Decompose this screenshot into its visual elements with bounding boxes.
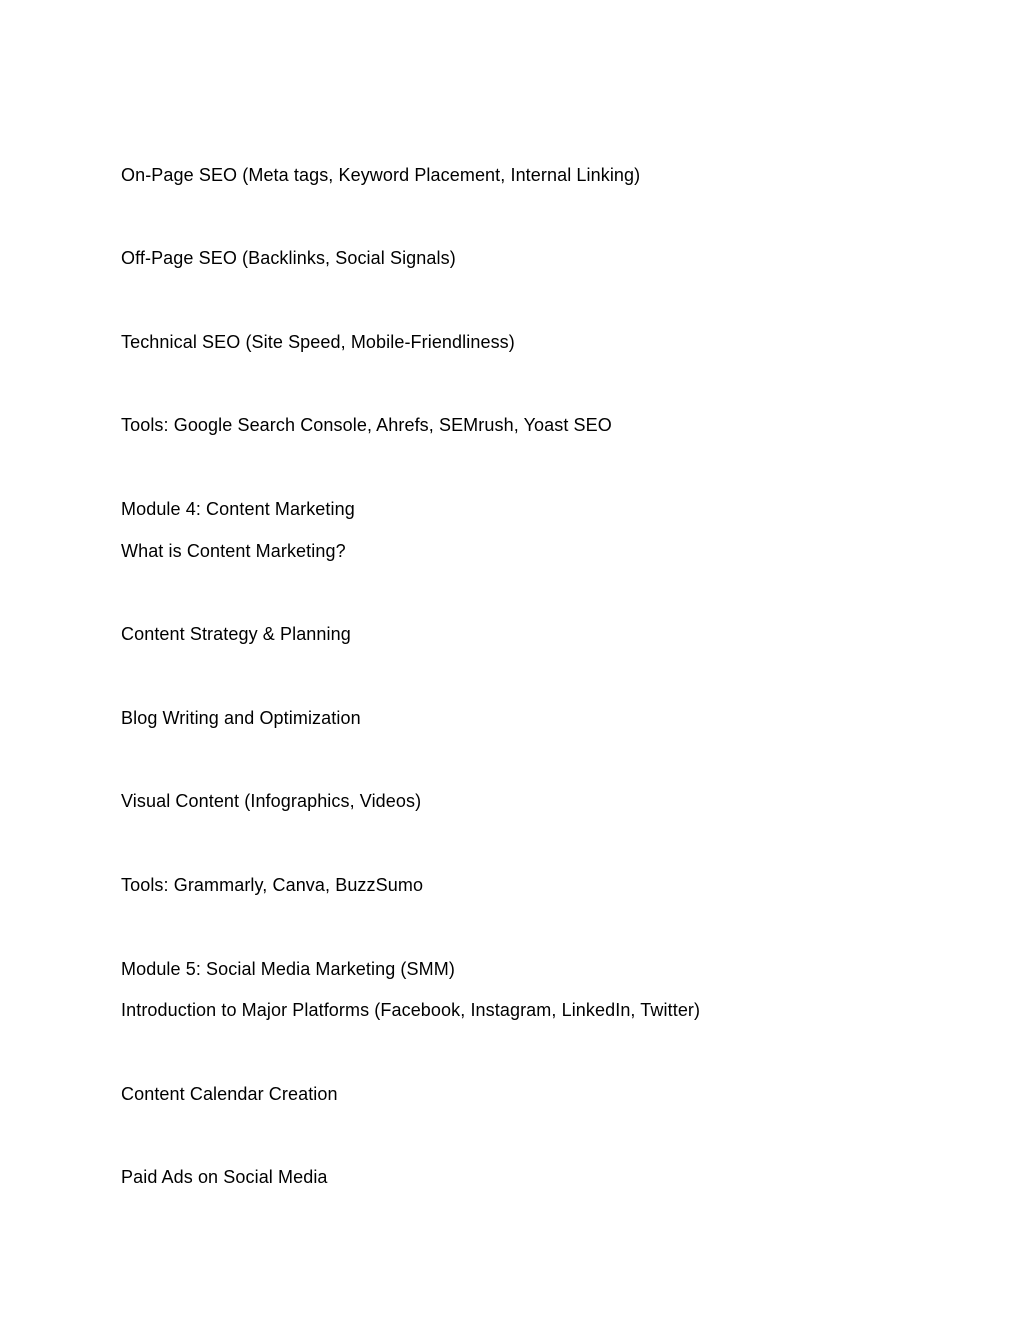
- text-line-paid-ads: Paid Ads on Social Media: [121, 1167, 328, 1187]
- text-line-content-strategy: Content Strategy & Planning: [121, 624, 351, 644]
- text-line-content-tools: Tools: Grammarly, Canva, BuzzSumo: [121, 875, 424, 895]
- text-line-visual-content: Visual Content (Infographics, Videos): [121, 791, 422, 811]
- text-line-seo-tools: Tools: Google Search Console, Ahrefs, SEMrush, Yoast SEO: [121, 415, 612, 435]
- text-line-blog-writing: Blog Writing and Optimization: [121, 708, 361, 728]
- text-line-major-platforms: Introduction to Major Platforms (Facebook, Instagram, LinkedIn, Twitter): [121, 1000, 701, 1020]
- text-line-what-is-content-marketing: What is Content Marketing?: [121, 541, 346, 561]
- text-line-technical-seo: Technical SEO (Site Speed, Mobile-Friendliness): [121, 332, 515, 352]
- module-4-heading: Module 4: Content Marketing: [121, 499, 355, 519]
- text-line-content-calendar: Content Calendar Creation: [121, 1084, 338, 1104]
- text-line-off-page-seo: Off-Page SEO (Backlinks, Social Signals): [121, 248, 456, 268]
- text-line-on-page-seo: On-Page SEO (Meta tags, Keyword Placement, Internal Linking): [121, 165, 641, 185]
- module-5-heading: Module 5: Social Media Marketing (SMM): [121, 959, 455, 979]
